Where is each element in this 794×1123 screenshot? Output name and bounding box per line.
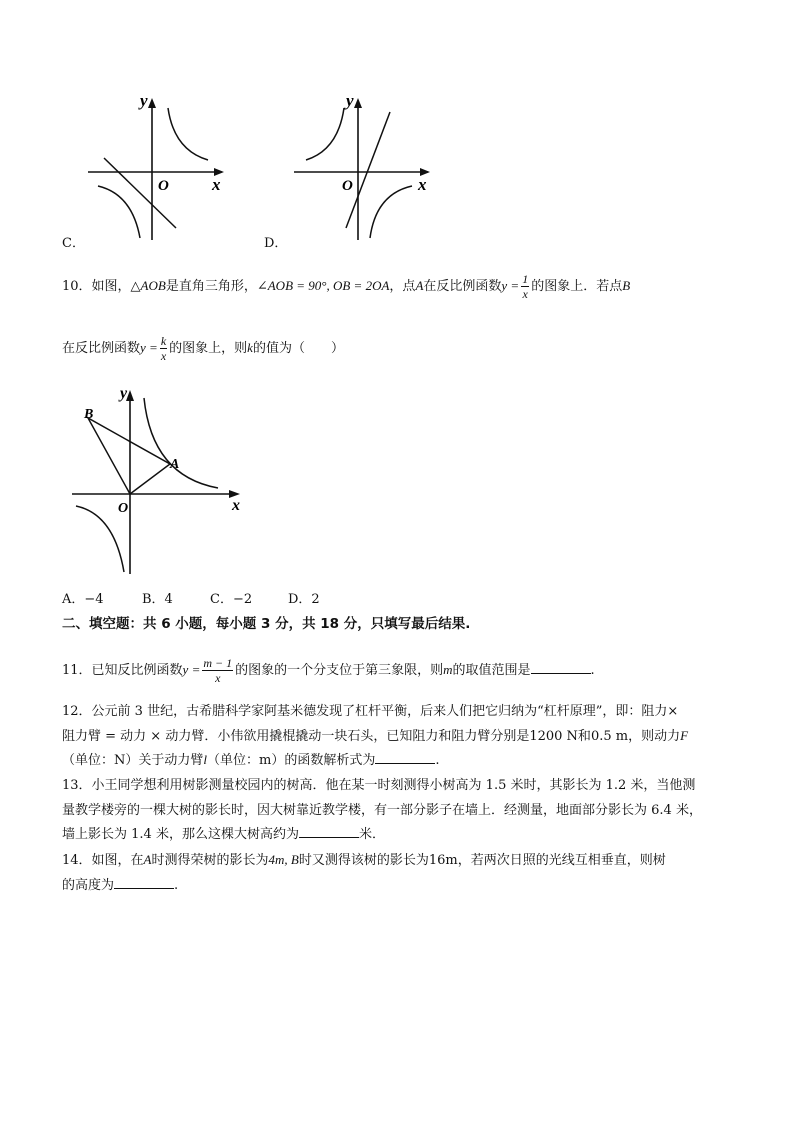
fraction-1-over-x: $\frac{1}{x}$ <box>522 272 529 301</box>
question-14-line-2: 的高度为 . <box>62 878 179 893</box>
hyperbola-branch-1 <box>168 108 208 160</box>
hyperbola-branch-2 <box>76 506 124 572</box>
hyperbola-branch-1 <box>306 108 344 160</box>
answer-blank-13[interactable] <box>299 825 359 838</box>
answer-blank-14[interactable] <box>114 876 174 889</box>
figure-option-d <box>290 88 440 248</box>
y-axis-label: y <box>346 91 354 110</box>
origin-label: O <box>342 178 353 194</box>
triangle-aob <box>88 418 170 494</box>
y-axis-arrow <box>148 98 156 108</box>
point-b-label: B <box>84 407 94 422</box>
question-11: 11．已知反比例函数y = $\frac{m - 1}{x}$ 的图象的一个分支位于第三象限，则m的取值范围是 . <box>62 656 595 685</box>
option-c-label: C． <box>62 236 85 251</box>
question-13-line-1: 13．小王同学想利用树影测量校园内的树高．他在某一时刻测得小树高为 1.5 米时，其影长为 1.2 米，当他测 <box>62 778 696 793</box>
question-12-line-3: （单位：N）关于动力臂l（单位：m）的函数解析式为 . <box>62 752 440 768</box>
origin-label: O <box>118 501 129 516</box>
section-2-heading: 二、填空题：共 6 小题，每小题 3 分，共 18 分，只填写最后结果. <box>62 616 471 632</box>
option-d: D．2 <box>288 592 320 607</box>
straight-line <box>346 112 390 228</box>
x-axis-label: x <box>232 497 240 514</box>
option-b: B．4 <box>142 592 173 607</box>
question-12-line-2: 阻力臂 = 动力 × 动力臂．小伟欲用撬棍撬动一块石头，已知阻力和阻力臂分别是1200 N和0.5 m，则动力F <box>62 728 689 744</box>
figure-question-10 <box>70 380 250 580</box>
question-10-line-1: 10．如图，△AOB是直角三角形，∠AOB = 90°, OB = 2OA，点A在反比例函数y = $\frac{1}{x}$ 的图象上．若点B <box>62 272 631 301</box>
origin-label: O <box>158 178 169 194</box>
option-c: C．−2 <box>210 592 253 607</box>
option-d-label: D． <box>264 236 288 251</box>
question-10-options <box>62 590 320 610</box>
figure-option-c <box>84 88 234 248</box>
answer-blank-11[interactable] <box>531 661 591 674</box>
y-axis-arrow <box>126 390 134 401</box>
answer-blank-12[interactable] <box>375 751 435 764</box>
x-axis-label: x <box>212 175 221 194</box>
question-13-line-3: 墙上影长为 1.4 米，那么这棵大树高约为 米． <box>62 827 385 842</box>
y-axis-arrow <box>354 98 362 108</box>
option-a: A．−4 <box>62 592 104 607</box>
hyperbola-branch-2 <box>370 186 412 238</box>
y-axis-label: y <box>140 91 148 110</box>
fraction-m-minus-1-over-x: $\frac{m - 1}{x}$ <box>203 656 233 685</box>
question-12-line-1: 12．公元前 3 世纪，古希腊科学家阿基米德发现了杠杆平衡，后来人们把它归纳为“杠杆原理”，即：阻力× <box>62 704 679 719</box>
point-a-label: A <box>170 457 180 472</box>
question-10-line-2: 在反比例函数y = $\frac{k}{x}$ 的图象上，则k的值为（ ） <box>62 334 344 363</box>
question-14-line-1: 14．如图，在A时测得荣树的影长为4m, B时又测得该树的影长为16m，若两次日照的光线互相垂直，则树 <box>62 852 666 868</box>
fraction-k-over-x: $\frac{k}{x}$ <box>160 334 167 363</box>
question-13-line-2: 量教学楼旁的一棵大树的影长时，因大树靠近教学楼，有一部分影子在墙上．经测量，地面部分影长为 6.4 米， <box>62 803 702 818</box>
x-axis-label: x <box>418 175 427 194</box>
hyperbola-branch-2 <box>98 186 140 238</box>
y-axis-label: y <box>120 385 128 402</box>
